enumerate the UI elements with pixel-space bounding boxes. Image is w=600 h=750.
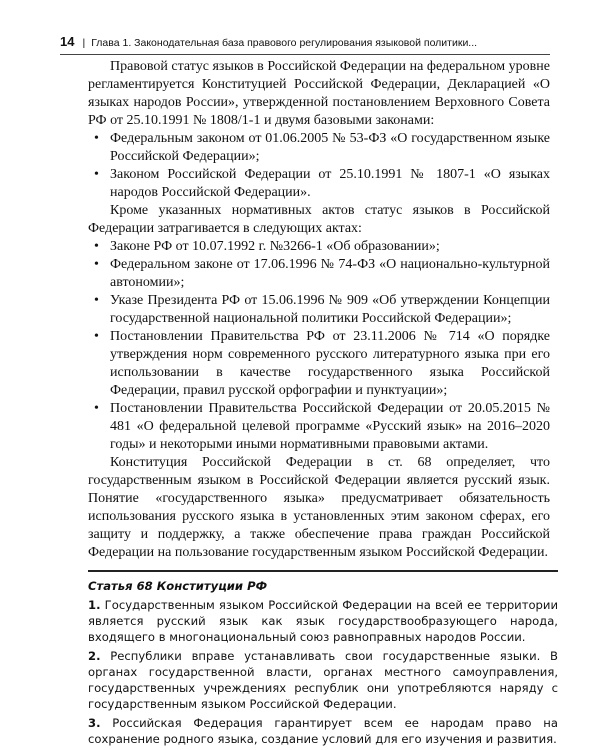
header-separator: | bbox=[82, 37, 86, 49]
bullet: • bbox=[94, 329, 99, 344]
running-header bbox=[60, 34, 550, 52]
list-item: • Постановлении Правительства РФ от 23.11.2006 № 714 «О порядке утверждения норм современного русского литературного языка при его использовании в качестве государственного языка Российской Федерации, правил русской орфографии и пунктуации»; bbox=[94, 329, 550, 398]
list-item: • Указе Президента РФ от 15.06.1996 № 909 «Об утверждении Концепции государственной национальной политики Российской Федерации»; bbox=[94, 293, 550, 326]
paragraph-constitution: Конституция Российской Федерации в ст. 68 определяет, что государственным языком в Российской Федерации является русский язык. Понятие «государственного языка» предусматривает обязательность использования русского языка в установленных этим законом сферах, его защиту и поддержку, а также обеспечение права граждан Российской Федерации на пользование государственным языком Российской Федерации. bbox=[88, 455, 550, 560]
article-item: 3. Российская Федерация гарантирует всем ее народам право на сохранение родного языка, создание условий для его изучения и развития. bbox=[88, 716, 558, 746]
laws-list bbox=[88, 130, 550, 202]
article-item: 1. Государственным языком Российской Федерации на всей ее территории является русский язык как язык государствообразующего народа, входящего в многонациональный союз равноправных народов России. bbox=[88, 598, 558, 644]
article-rule bbox=[88, 570, 558, 572]
list-item: • Законом Российской Федерации от 25.10.1991 № 1807-1 «О языках народов Российской Федерации». bbox=[94, 167, 550, 200]
bullet: • bbox=[94, 401, 99, 416]
bullet: • bbox=[94, 293, 99, 308]
article-item: 2. Республики вправе устанавливать свои государственные языки. В органах государственной власти, органах местного самоуправления, государственных учреждениях республик они употребляются наряду с государственным языком Российской Федерации. bbox=[88, 649, 559, 711]
list-item: • Законе РФ от 10.07.1992 г. №3266-1 «Об образовании»; bbox=[94, 239, 440, 254]
paragraph-intro: Правовой статус языков в Российской Федерации на федеральном уровне регламентируется Конституцией Российской Федерации, Декларацией «О языках народов России», утвержденной постановлением Верховного Совета РФ от 25.10.1991 № 1808/1-1 и двумя базовыми законами: bbox=[88, 59, 550, 128]
list-item: • Федеральным законом от 01.06.2005 № 53-ФЗ «О государственном языке Российской Федерации»; bbox=[94, 131, 550, 164]
bullet: • bbox=[94, 167, 99, 182]
page-number: 14 bbox=[60, 34, 75, 49]
body-text bbox=[88, 58, 550, 562]
bullet: • bbox=[94, 257, 99, 272]
chapter-title: Глава 1. Законодательная база правового регулирования языковой политики... bbox=[91, 37, 478, 49]
header-rule bbox=[60, 54, 550, 55]
acts-list bbox=[88, 238, 550, 454]
paragraph-acts: Кроме указанных нормативных актов статус языков в Российской Федерации затрагивается в следующих актах: bbox=[88, 203, 550, 236]
list-item: • Постановлении Правительства Российской Федерации от 20.05.2015 № 481 «О федеральной целевой программе «Русский язык» на 2016–2020 годы» и некоторыми иными нормативными правовыми актами. bbox=[94, 401, 550, 452]
article-title: Статья 68 Конституции РФ bbox=[88, 579, 268, 593]
bullet: • bbox=[94, 239, 99, 254]
list-item: • Федеральном законе от 17.06.1996 № 74-ФЗ «О национально-культурной автономии»; bbox=[94, 257, 550, 290]
bullet: • bbox=[94, 131, 99, 146]
article-68-box bbox=[88, 570, 558, 750]
